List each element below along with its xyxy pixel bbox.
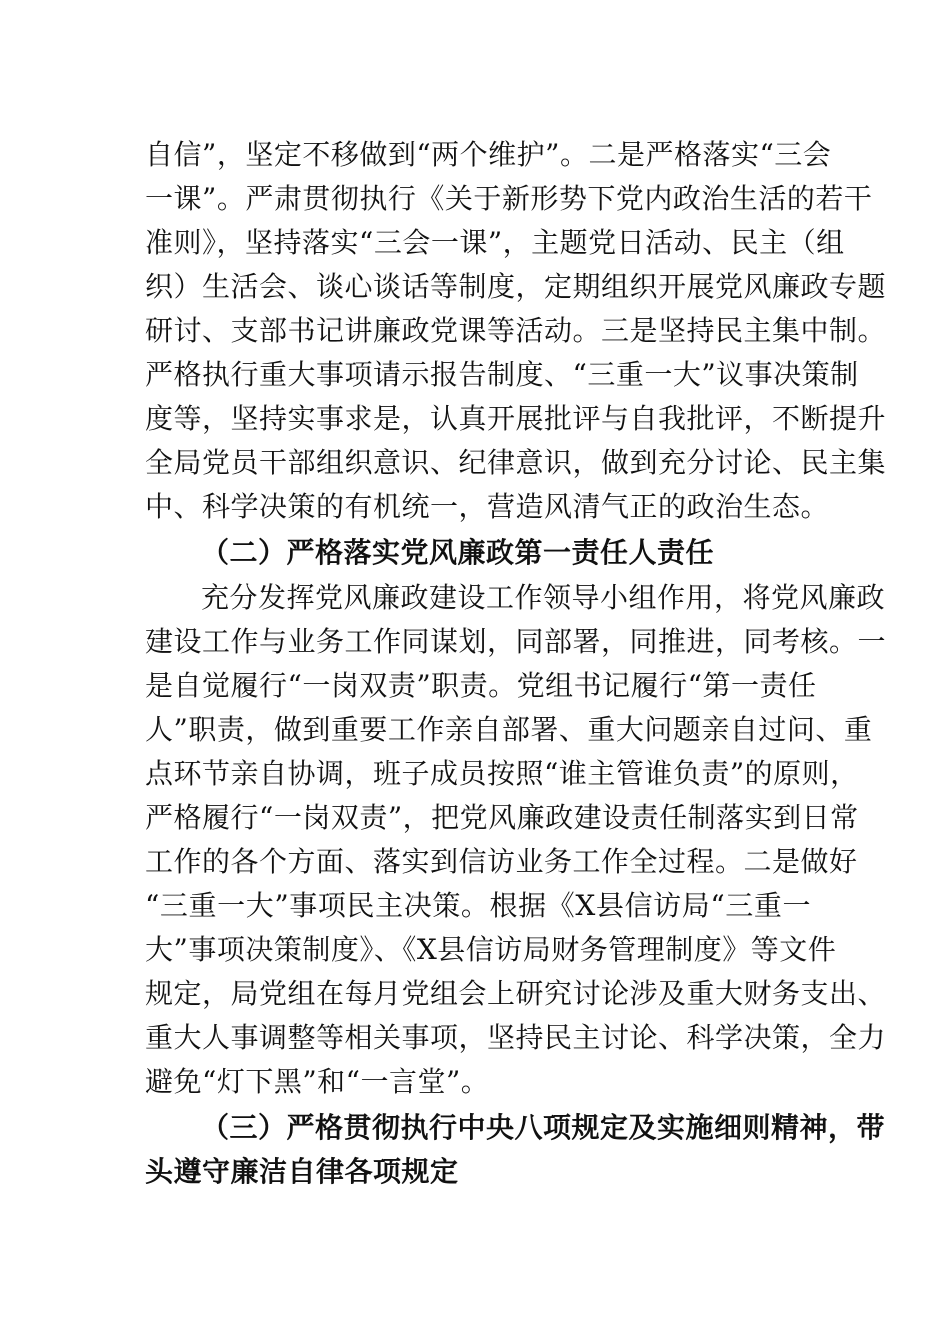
text-line: 工作的各个方面、落实到信访业务工作全过程。二是做好 (145, 845, 858, 878)
text-line: 一课”。严肃贯彻执行《关于新形势下党内政治生活的若干 (145, 182, 873, 215)
heading-line: （三）严格贯彻执行中央八项规定及实施细则精神，带 (201, 1111, 886, 1144)
text-line: 避免“灯下黑”和“一言堂”。 (145, 1065, 490, 1098)
text-line: 自信”，坚定不移做到“两个维护”。二是严格落实“三会 (145, 138, 832, 171)
paragraph-responsibility (145, 576, 887, 1104)
text-line: 严格履行“一岗双责”，把党风廉政建设责任制落实到日常 (145, 801, 859, 834)
text-line: 是自觉履行“一岗双责”职责。党组书记履行“第一责任 (145, 669, 817, 702)
text-line: 点环节亲自协调，班子成员按照“谁主管谁负责”的原则， (145, 757, 859, 790)
text-line: 充分发挥党风廉政建设工作领导小组作用，将党风廉政 (201, 581, 886, 614)
text-line: “三重一大”事项民主决策。根据《X县信访局“三重一 (145, 889, 811, 922)
heading-line: （二）严格落实党风廉政第一责任人责任 (201, 536, 715, 569)
text-line: 研讨、支部书记讲廉政党课等活动。三是坚持民主集中制。 (145, 314, 887, 347)
text-line: 织）生活会、谈心谈话等制度，定期组织开展党风廉政专题 (145, 270, 887, 303)
text-line: 人”职责，做到重要工作亲自部署、重大问题亲自过问、重 (145, 713, 873, 746)
section-heading-3 (145, 1106, 886, 1194)
paragraph-democratic-life (145, 133, 887, 529)
text-line: 重大人事调整等相关事项，坚持民主讨论、科学决策，全力 (145, 1021, 887, 1054)
text-line: 规定，局党组在每月党组会上研究讨论涉及重大财务支出、 (145, 977, 887, 1010)
text-line: 大”事项决策制度》、《X县信访局财务管理制度》等文件 (145, 933, 837, 966)
heading-line: 头遵守廉洁自律各项规定 (145, 1155, 459, 1188)
text-line: 建设工作与业务工作同谋划，同部署，同推进，同考核。一 (145, 625, 887, 658)
section-heading-2 (145, 531, 811, 575)
text-line: 中、科学决策的有机统一，营造风清气正的政治生态。 (145, 490, 830, 523)
text-line: 准则》，坚持落实“三会一课”，主题党日活动、民主（组 (145, 226, 845, 259)
text-line: 全局党员干部组织意识、纪律意识，做到充分讨论、民主集 (145, 446, 887, 479)
text-line: 度等，坚持实事求是，认真开展批评与自我批评，不断提升 (145, 402, 887, 435)
text-line: 严格执行重大事项请示报告制度、“三重一大”议事决策制 (145, 358, 859, 391)
